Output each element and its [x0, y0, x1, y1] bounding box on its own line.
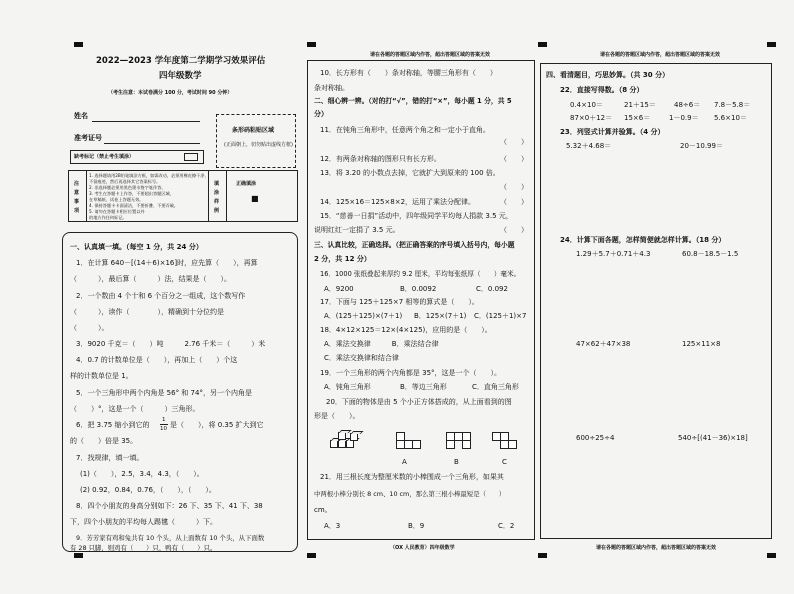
cube [346, 440, 354, 448]
notice-item: 在草稿纸、试卷上答题无效。 [89, 197, 144, 202]
alignment-mark [538, 42, 547, 47]
option-b[interactable]: B．125×(7＋1) [414, 312, 467, 320]
oral-calc: 48÷6＝ [674, 101, 701, 109]
question-line: (2) 0.92，0.84，0.76，（ ），（ ）。 [80, 486, 216, 494]
oral-calc: 5.6×10＝ [714, 114, 747, 122]
question-line: （ ）。 [70, 324, 109, 332]
alignment-mark [767, 42, 776, 47]
cube [330, 440, 338, 448]
question-line: cm。 [314, 506, 332, 514]
simplify-calc: 600÷25÷4 [576, 434, 615, 442]
notice-divider [226, 170, 227, 222]
exam-subtitle: 四年级数学 [159, 71, 202, 81]
option-a[interactable]: A．钝角三角形 [324, 383, 371, 391]
oral-calc: 87×0＋12＝ [570, 114, 613, 122]
simplify-calc: 60.8－18.5－1.5 [682, 250, 739, 258]
question-line: 21．用三根长度为整厘米数的小棒围成一个三角形，如果其 [320, 473, 504, 481]
option-c[interactable]: C．乘法交换律和结合律 [324, 354, 399, 362]
simplify-calc: 125×11×8 [682, 340, 721, 348]
notice-item: 3. 考生在答题卡上作答，不要超出答题区域， [89, 191, 174, 196]
cube [350, 433, 358, 441]
fill-label: 填 [214, 181, 220, 187]
question-line: （ ），读作（ ），精确到十分位约是 [70, 308, 224, 316]
square [412, 440, 421, 449]
q22-title: 22．直接写得数。（8 分） [560, 86, 644, 94]
square [446, 440, 455, 449]
question-line: 有 28 只脚，则鸡有（ ）只，鸭有（ ）只。 [70, 544, 217, 552]
notice-item: 2. 非选择题必须用黑色墨水签字笔作答。 [89, 185, 166, 190]
fill-label: 样 [214, 199, 220, 205]
question-line: 9．芳芳家有鸡和兔共有 10 个头，从上面数有 10 个头，从下面数 [76, 534, 265, 542]
question-line: 是（ ），将 0.35 扩大到它 [170, 421, 264, 429]
square [462, 440, 471, 449]
barcode-area [216, 114, 296, 168]
question-line: 19．一个三角形的两个内角都是 35°，这是一个（ ）。 [320, 369, 502, 377]
absent-checkbox[interactable] [184, 153, 198, 161]
option-b[interactable]: B．9 [408, 522, 425, 530]
option-b[interactable]: B．0.0092 [400, 285, 437, 293]
barcode-hint: (正面朝上，切勿贴出虚线方框) [224, 142, 293, 148]
option-label-a[interactable]: A [402, 458, 407, 466]
question-line: 15．“慈善一日捐”活动中，四年级同学平均每人捐款 3.5 元， [320, 212, 513, 220]
page-2-banner: 请在各题的答题区域内作答，超出答题区域的答案无效 [370, 52, 491, 58]
question-line: 中两根小棒分别长 8 cm、10 cm，那么第三根小棒最短是（ ） [314, 490, 506, 498]
page-3-banner: 请在各题的答题区域内作答，超出答题区域的答案无效 [600, 52, 721, 58]
option-c[interactable]: C．0.092 [476, 285, 508, 293]
cube [338, 432, 346, 440]
notice-item: 不留痕迹，然后再选择其它答案标号。 [89, 179, 161, 184]
question-line: 条对称轴。 [314, 84, 349, 92]
fill-label: 例 [214, 208, 220, 214]
name-field[interactable] [92, 121, 200, 122]
question-line: 11．在钝角三角形中，任意两个角之和一定小于直角。 [320, 126, 490, 134]
notice-item: 1. 选择题请用2B铅笔填涂方框，如需改动，必须用橡皮擦干净， [89, 173, 209, 178]
oral-calc: 15×6＝ [624, 114, 651, 122]
q24-title: 24．计算下面各题，怎样简便就怎样计算。（18 分） [560, 236, 726, 244]
id-field[interactable] [104, 143, 200, 144]
alignment-mark [767, 553, 776, 558]
fraction-numerator: 1 [162, 417, 166, 423]
alignment-mark [538, 553, 547, 558]
notice-item: 5. 请勿在答题卡相应位置以外 [89, 209, 145, 214]
simplify-calc: 47×62＋47×38 [576, 340, 631, 348]
oral-calc: 21＋15＝ [624, 101, 656, 109]
question-line: 下，四个小朋友的平均每人踢毽（ ）下。 [70, 518, 217, 526]
notice-item: 4. 保持答题卡卡面清洁，不要折叠、不要弄破。 [89, 203, 179, 208]
judge-answer[interactable]: （ ） [500, 155, 528, 163]
question-line: 3．9020 千克＝（ ）吨 2.76 千米＝（ ）米 [76, 340, 266, 348]
question-line: 4．0.7 的计数单位是（ ），再加上（ ）个这 [76, 356, 238, 364]
id-label: 准考证号 [74, 134, 102, 142]
question-line: 10．长方形有（ ）条对称轴，等腰三角形有（ ） [320, 69, 497, 77]
notice-divider [86, 170, 87, 222]
question-line: （ ），最后算（ ）法，结果是（ ）。 [70, 275, 231, 283]
oral-calc: 0.4×10＝ [570, 101, 603, 109]
fill-label: 涂 [214, 190, 220, 196]
question-line: 13．将 3.20 的小数点去掉，它就扩大到原来的 100 倍。 [320, 169, 500, 177]
section-3-title-cont: 2 分，共 12 分） [314, 255, 371, 263]
question-line: 14．125×16＝125×8×2，运用了乘法分配律。 [320, 198, 476, 206]
correct-fill-label: 正确填涂 [236, 181, 257, 187]
exam-title: 2022—2023 学年度第二学期学习效果评估 [96, 56, 266, 66]
vertical-calc: 5.32＋4.68＝ [566, 142, 612, 150]
question-line: 7．找规律，填一填。 [76, 454, 144, 462]
section-4-title: 四、看清题目，巧思妙算。（共 30 分） [546, 71, 670, 79]
question-line: 20．下面的物体是由 5 个小正方体搭成的，从上面看到的图 [326, 398, 512, 406]
judge-answer[interactable]: （ ） [500, 226, 528, 234]
option-a[interactable]: A．(125＋125)×(7＋1) [324, 312, 403, 320]
question-line: 8．四个小朋友的身高分别如下：26 下、35 下、41 下、38 [76, 502, 263, 510]
option-b[interactable]: B．等边三角形 [400, 383, 447, 391]
judge-answer[interactable]: （ ） [500, 138, 528, 146]
judge-answer[interactable]: （ ） [500, 198, 528, 206]
section-2-title: 二、细心辨一辨。（对的打“√”，错的打“×”，每小题 1 分，共 5 [314, 97, 512, 105]
notice-item: 的地方作任何标记。 [89, 215, 127, 220]
section-3-title: 三、认真比较，正确选择。（把正确答案的序号填入括号内，每小题 [314, 241, 515, 249]
cube [338, 440, 346, 448]
question-line: 形是（ ）。 [314, 412, 360, 420]
option-label-c[interactable]: C [502, 458, 507, 466]
absent-label: 缺考标记（禁止考生填涂） [74, 154, 135, 160]
notice-label: 意 [74, 190, 80, 196]
question-line: 样的计数单位是 1。 [70, 372, 133, 380]
question-line: 5．一个三角形中两个内角是 56° 和 74°，另一个内角是 [76, 389, 252, 397]
question-line: 16．1000 张纸叠起来厚约 9.2 厘米，平均每张纸厚（ ）毫米。 [320, 270, 521, 278]
name-label: 姓名 [74, 112, 88, 120]
option-c[interactable]: C．(125＋1)×7 [474, 312, 527, 320]
question-line: （ ）°，这是一个（ ）三角形。 [70, 405, 200, 413]
notice-label: 事 [74, 199, 80, 205]
alignment-mark [307, 553, 316, 558]
notice-label: 项 [74, 208, 80, 214]
alignment-mark [307, 42, 316, 47]
question-line: 18．4×12×125＝12×(4×125)，应用的是（ ）。 [320, 326, 492, 334]
q23-title: 23．列竖式计算并验算。（4 分） [560, 128, 665, 136]
alignment-mark [74, 42, 83, 47]
notice-label: 注 [74, 181, 80, 187]
barcode-label: 条形码粘贴区域 [232, 127, 275, 134]
fraction-denominator: 10 [160, 426, 167, 432]
oral-calc: 7.8－5.8＝ [714, 101, 751, 109]
question-line: 1．在计算 640－[(14＋6)×16]时，应先算（ ），再算 [76, 259, 258, 267]
option-c[interactable]: C．直角三角形 [472, 383, 519, 391]
option-c[interactable]: C．2 [498, 522, 515, 530]
judge-answer[interactable]: （ ） [500, 183, 528, 191]
page-3-footer: 请在各题的答题区域内作答，超出答题区域的答案无效 [596, 545, 717, 551]
oral-calc: 1－0.9＝ [669, 114, 699, 122]
section-1-title: 一、认真填一填。（每空 1 分，共 24 分） [70, 243, 203, 251]
question-line: 6．把 3.75 缩小到它的 [76, 421, 150, 429]
question-line: 2．一个数由 4 个十和 6 个百分之一组成，这个数写作 [76, 292, 246, 300]
exam-note: （考生注意：本试卷满分 100 分，考试时间 90 分钟） [108, 90, 233, 96]
option-label-b[interactable]: B [454, 458, 459, 466]
page-2-footer: （OX 人民教育）四年级数学 [390, 545, 455, 551]
option-a[interactable]: A．3 [324, 522, 341, 530]
question-line: 12．有两条对称轴的图形只有长方形。 [320, 155, 441, 163]
alignment-mark [74, 553, 83, 558]
square [508, 440, 517, 449]
simplify-calc: 1.29＋5.7＋0.71＋4.3 [576, 250, 651, 258]
question-line: 17．下面与 125＋125×7 相等的算式是（ ）。 [320, 298, 479, 306]
option-ab[interactable]: A．乘法交换律 B．乘法结合律 [324, 340, 439, 348]
section-2-title-cont: 分） [314, 110, 328, 118]
simplify-calc: 540÷[(41－36)×18] [678, 434, 748, 442]
question-line: 说明红红一定捐了 3.5 元。 [314, 226, 400, 234]
option-a[interactable]: A．9200 [324, 285, 354, 293]
question-line: 的（ ）倍是 35。 [70, 437, 138, 445]
question-line: (1)（ ），2.5，3.4，4.3，（ ）。 [80, 470, 204, 478]
correct-fill-mark: ■ [251, 194, 259, 203]
vertical-calc: 20－10.99＝ [680, 142, 723, 150]
